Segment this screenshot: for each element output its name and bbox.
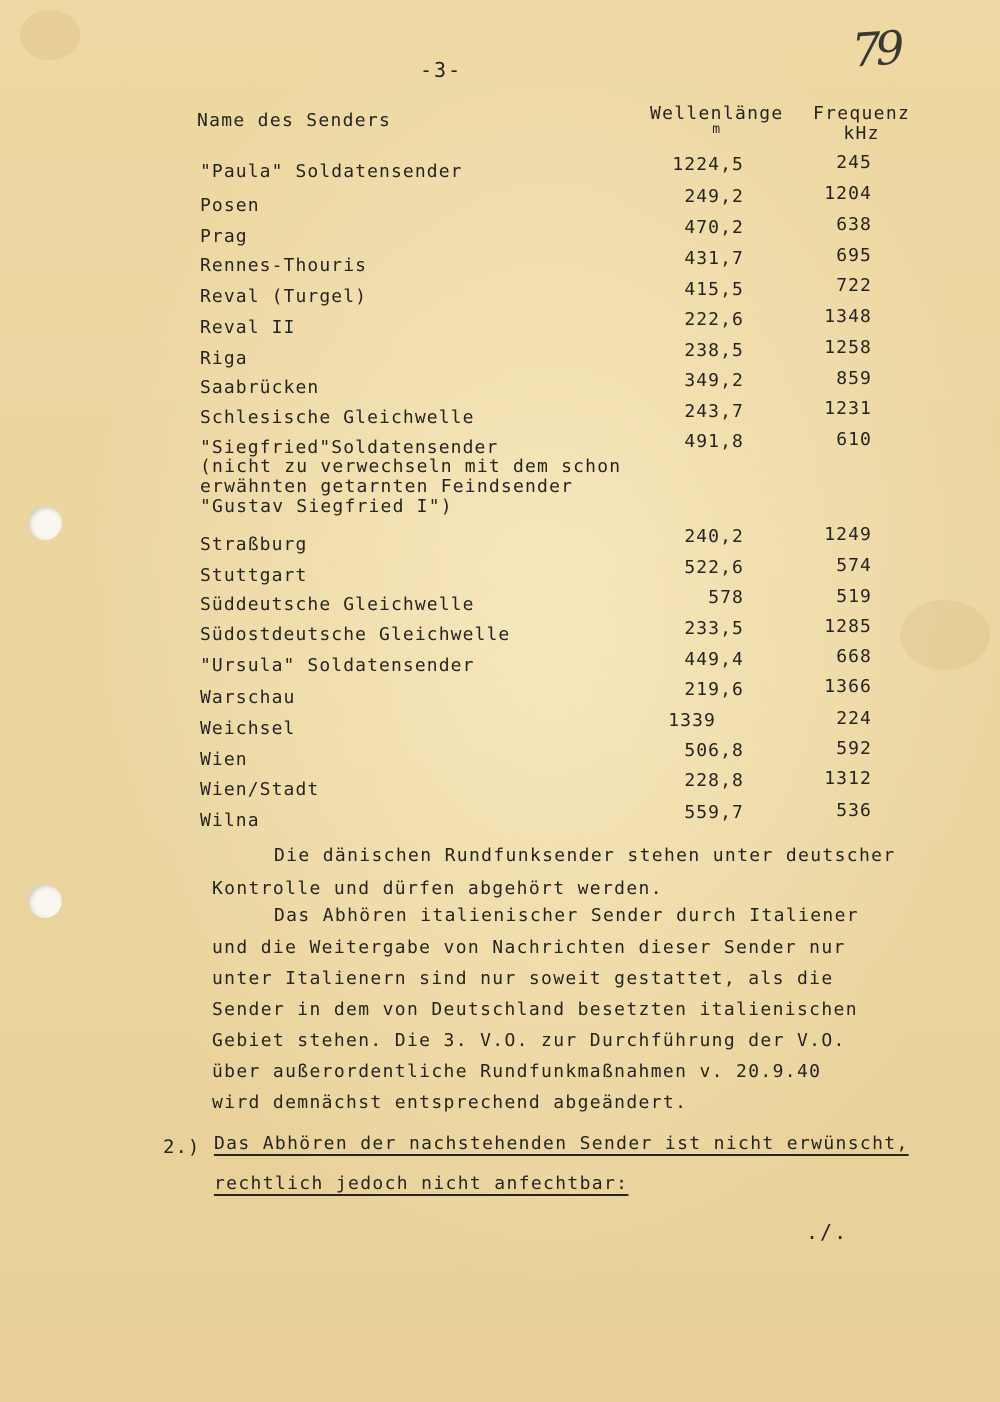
table-row-wavelength: 449,4 — [684, 649, 744, 670]
table-row-frequency: 574 — [836, 555, 872, 576]
table-row-name: Wien/Stadt — [200, 779, 320, 800]
table-row-name: Warschau — [200, 687, 296, 708]
table-row-wavelength: 522,6 — [684, 557, 744, 578]
table-row-frequency: 519 — [836, 586, 872, 607]
table-row-name: Posen — [200, 195, 260, 216]
paragraph-line: Sender in dem von Deutschland besetzten italienischen — [212, 999, 858, 1020]
table-row-wavelength: 491,8 — [684, 431, 744, 452]
header-wavelength-label: Wellenlänge — [650, 103, 784, 124]
table-row-name: "Paula" Soldatensender — [200, 161, 463, 182]
table-row-frequency: 1204 — [824, 183, 872, 204]
page-number: -3- — [420, 58, 463, 82]
table-row-wavelength: 349,2 — [684, 370, 744, 391]
table-row-name: Stuttgart — [200, 565, 308, 586]
table-row-name: Reval II — [200, 317, 296, 338]
table-row-frequency: 1348 — [824, 306, 872, 327]
punch-hole — [28, 506, 62, 540]
table-row-wavelength: 431,7 — [684, 248, 744, 269]
table-row-wavelength: 219,6 — [684, 679, 744, 700]
table-row-frequency: 668 — [836, 646, 872, 667]
table-row-name: Straßburg — [200, 534, 308, 555]
table-row-name: Wien — [200, 749, 248, 770]
table-row-wavelength: 243,7 — [684, 401, 744, 422]
table-row-name: Weichsel — [200, 718, 296, 739]
paragraph-line: Die dänischen Rundfunksender stehen unter deutscher — [274, 845, 896, 866]
table-row-name: Rennes-Thouris — [200, 255, 368, 276]
table-row-frequency: 1258 — [824, 337, 872, 358]
paragraph-line: und die Weitergabe von Nachrichten dieser Sender nur — [212, 937, 846, 958]
table-row-wavelength: 559,7 — [684, 802, 744, 823]
table-row-frequency: 695 — [836, 245, 872, 266]
table-row-wavelength: 228,8 — [684, 770, 744, 791]
header-name: Name des Senders — [197, 110, 392, 131]
table-row-frequency: 1249 — [824, 524, 872, 545]
paper-stain — [900, 600, 990, 670]
table-row-frequency: 638 — [836, 214, 872, 235]
table-row-frequency: 1312 — [824, 768, 872, 789]
handwritten-page-number: 79 — [850, 20, 901, 78]
table-row-wavelength: 233,5 — [684, 618, 744, 639]
table-row-wavelength: 578 — [708, 587, 744, 608]
table-row-frequency: 245 — [836, 152, 872, 173]
paragraph-line: Kontrolle und dürfen abgehört werden. — [212, 878, 663, 899]
paragraph-line: wird demnächst entsprechend abgeändert. — [212, 1092, 688, 1113]
item-line-underlined: rechtlich jedoch nicht anfechtbar: — [214, 1173, 629, 1194]
header-wavelength-unit: m — [712, 122, 722, 137]
table-row-wavelength: 1339 — [668, 710, 716, 731]
table-row-frequency: 1366 — [824, 676, 872, 697]
note-line: "Gustav Siegfried I") — [200, 496, 453, 517]
table-row-frequency: 610 — [836, 429, 872, 450]
table-row-name: Prag — [200, 226, 248, 247]
table-row-frequency: 592 — [836, 738, 872, 759]
table-row-frequency: 1231 — [824, 398, 872, 419]
table-row-wavelength: 249,2 — [684, 186, 744, 207]
table-row-name: Wilna — [200, 810, 260, 831]
punch-hole — [28, 884, 62, 918]
paragraph-line: Gebiet stehen. Die 3. V.O. zur Durchführung der V.O. — [212, 1030, 846, 1051]
header-frequency-unit: kHz — [843, 123, 880, 144]
table-row-frequency: 536 — [836, 800, 872, 821]
table-row-frequency: 859 — [836, 368, 872, 389]
paragraph-line: über außerordentliche Rundfunkmaßnahmen v. 20.9.40 — [212, 1061, 822, 1082]
table-row-name: Riga — [200, 348, 248, 369]
note-line: (nicht zu verwechseln mit dem schon — [200, 456, 622, 477]
table-row-wavelength: 470,2 — [684, 217, 744, 238]
header-frequency — [813, 104, 910, 144]
table-row-name: Südostdeutsche Gleichwelle — [200, 624, 511, 645]
item-number: 2.) — [163, 1136, 201, 1158]
header-frequency-label: Frequenz — [813, 103, 911, 124]
table-row-name: "Siegfried"Soldatensender — [200, 437, 499, 458]
table-row-name: Reval (Turgel) — [200, 286, 368, 307]
table-row-name: Schlesische Gleichwelle — [200, 407, 475, 428]
paragraph-line: unter Italienern sind nur soweit gestattet, als die — [212, 968, 834, 989]
header-wavelength — [650, 104, 784, 136]
table-row-wavelength: 222,6 — [684, 309, 744, 330]
table-row-wavelength: 506,8 — [684, 740, 744, 761]
paragraph-line: Das Abhören italienischer Sender durch Italiener — [274, 905, 859, 926]
item-line-underlined: Das Abhören der nachstehenden Sender ist nicht erwünscht, — [214, 1133, 909, 1154]
table-row-frequency: 1285 — [824, 616, 872, 637]
table-row-note — [200, 457, 621, 517]
paper-stain — [20, 10, 80, 60]
table-row-frequency: 224 — [836, 708, 872, 729]
table-row-wavelength: 415,5 — [684, 279, 744, 300]
table-row-name: Süddeutsche Gleichwelle — [200, 594, 475, 615]
table-row-wavelength: 240,2 — [684, 526, 744, 547]
continuation-mark: ./. — [806, 1220, 849, 1244]
table-row-frequency: 722 — [836, 275, 872, 296]
note-line: erwähnten getarnten Feindsender — [200, 476, 574, 497]
table-row-wavelength: 238,5 — [684, 340, 744, 361]
table-row-name: "Ursula" Soldatensender — [200, 655, 475, 676]
table-row-name: Saabrücken — [200, 377, 320, 398]
table-row-wavelength: 1224,5 — [672, 154, 744, 175]
